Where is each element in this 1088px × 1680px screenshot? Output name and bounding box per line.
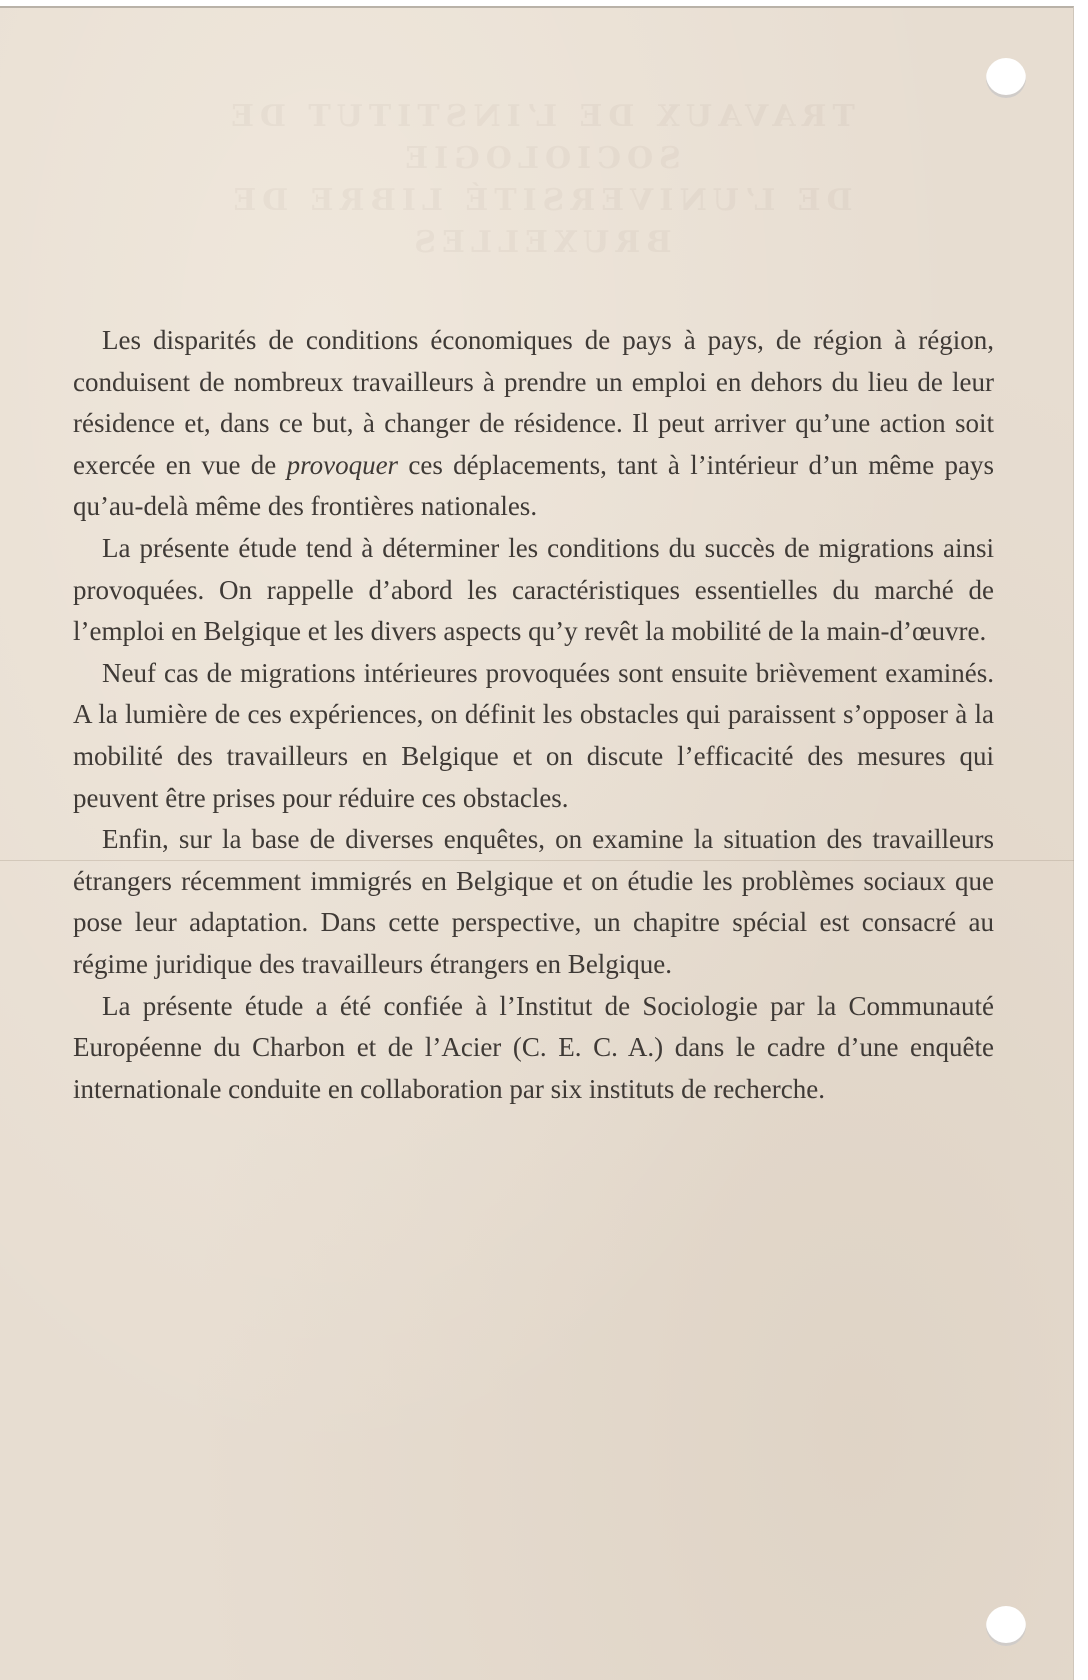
- bleed-through-heading: [90, 96, 990, 264]
- paragraph-5: La présente étude a été confiée à l’Institut de Sociologie par la Communauté Européenne du Charbon et de l’Acier (C. E. C. A.) dans le cadre d’une enquête internationale conduite en collaboration par six instituts de recherche.: [73, 990, 994, 1104]
- punch-hole-top: [986, 58, 1026, 98]
- paragraph-4: Enfin, sur la base de diverses enquêtes, on examine la situation des travailleurs étrangers récemment immigrés en Belgique et on étudie les problèmes sociaux que pose leur adaptation. Dans cette perspective, un chapitre spécial est consacré au régime juridique des travailleurs étrangers en Belgique.: [73, 824, 994, 979]
- paragraph-1-text-start: Les disparités de conditions économiques de pays à pays, de région à région, conduisent de nombreux travailleurs à prendre un emploi en dehors du lieu de leur résidence et, dans ce but, à changer de résidence. Il peut arriver qu’une action soit exercée en vue de: [73, 325, 994, 480]
- bleed-through-line: DE L’UNIVERSITÉ LIBRE DE BRUXELLES: [227, 183, 853, 260]
- bleed-through-line: TRAVAUX DE L’INSTITUT DE SOCIOLOGIE: [225, 99, 855, 176]
- paragraph-3: Neuf cas de migrations intérieures provoquées sont ensuite brièvement examinés. A la lumière de ces expériences, on définit les obstacles qui paraissent s’opposer à la mobilité des travailleurs en Belgique et on discute l’efficacité des mesures qui peuvent être prises pour réduire ces obstacles.: [73, 657, 994, 813]
- document-page: [0, 6, 1074, 1680]
- paragraph-1-text-end: ces déplacements, tant à l’intérieur d’un même pays qu’au-delà même des frontières nationales.: [73, 449, 994, 522]
- paragraph-2: La présente étude tend à déterminer les conditions du succès de migrations ainsi provoquées. On rappelle d’abord les caractéristiques essentielles du marché de l’emploi en Belgique et les divers aspects qu’y revêt la mobilité de la main-d’œuvre.: [73, 532, 994, 647]
- paragraph-1: [73, 320, 994, 528]
- abstract-text: [73, 320, 994, 1110]
- punch-hole-bottom: [986, 1606, 1026, 1646]
- emphasized-word: provoquer: [286, 449, 399, 480]
